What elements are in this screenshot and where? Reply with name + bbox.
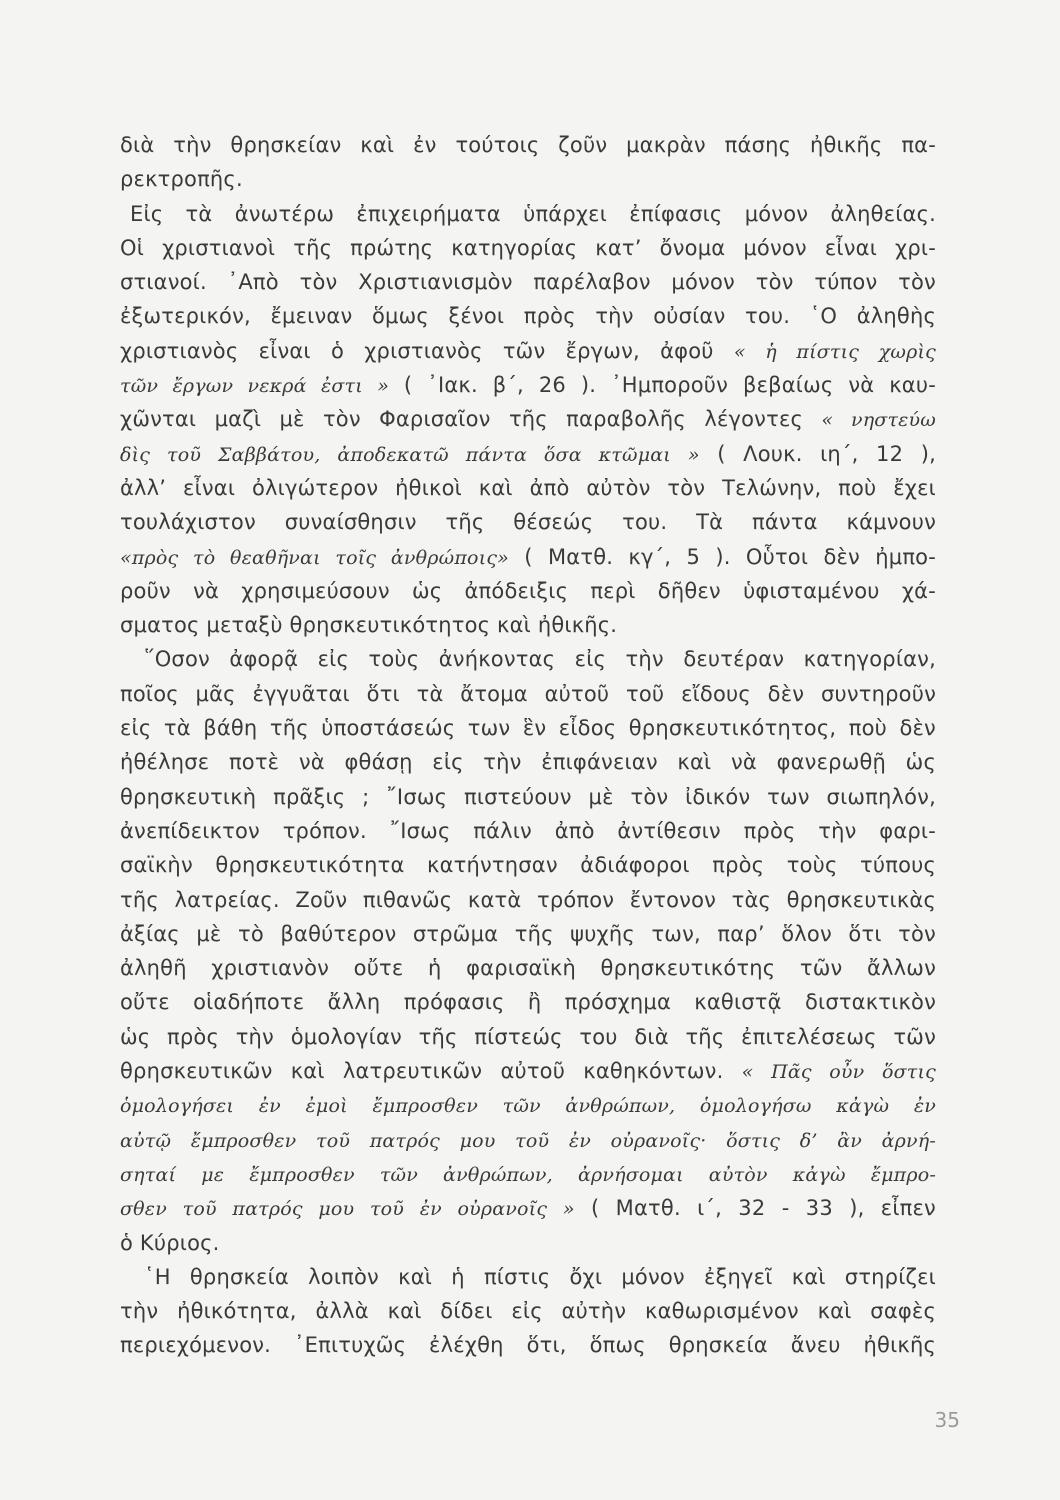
- text-line: [120, 1020, 936, 1054]
- text-line: [120, 197, 936, 231]
- text-line: [120, 848, 936, 882]
- text-segment: θρησκευτικὴ πρᾶξις ; ῎Ισως πιστεύουν μὲ τὸν ἰδικόν των σιωπηλόν,: [120, 784, 936, 809]
- text-line: [120, 814, 936, 848]
- text-line: [120, 471, 936, 505]
- text-segment: θρησκευτικῶν καὶ λατρευτικῶν αὐτοῦ καθηκόντων.: [120, 1059, 742, 1084]
- text-segment: ( ᾿Ιακ. β΄, 26 ). ᾿Ημποροῦν βεβαίως νὰ καυ-: [389, 373, 936, 398]
- text-line: [120, 1157, 936, 1191]
- quote-text: « Πᾶς οὖν ὅστις: [741, 1061, 936, 1084]
- quote-text: «πρὸς τὸ θεαθῆναι τοῖς ἀνθρώποις»: [120, 546, 510, 569]
- body-text: [120, 128, 936, 1363]
- text-line: [120, 951, 936, 985]
- quote-text: σθεν τοῦ πατρός μου τοῦ ἐν οὐρανοῖς »: [120, 1198, 575, 1221]
- text-segment: τῆς λατρείας. Ζοῦν πιθανῶς κατὰ τρόπον ἔντονον τὰς θρησκευτικὰς: [120, 887, 936, 912]
- text-segment: εἰς τὰ βάθη τῆς ὑποστάσεώς των ἓν εἶδος θρησκευτικότητος, ποὺ δὲν: [120, 716, 936, 741]
- text-line: [120, 1294, 936, 1328]
- text-segment: ἐξωτερικόν, ἔμειναν ὅμως ξένοι πρὸς τὴν οὐσίαν του. ῾Ο ἀληθὴς: [120, 304, 936, 329]
- text-segment: χῶνται μαζὶ μὲ τὸν Φαρισαῖον τῆς παραβολῆς λέγοντες: [120, 407, 822, 432]
- text-line: [120, 985, 936, 1019]
- quote-text: « νηστεύω: [821, 409, 936, 432]
- text-line: [120, 299, 936, 333]
- text-line: [120, 540, 936, 574]
- text-line: [120, 1226, 936, 1260]
- text-segment: ροῦν νὰ χρησιμεύσουν ὡς ἀπόδειξις περὶ δῆθεν ὑφισταμένου χά-: [120, 578, 936, 603]
- text-line: [120, 402, 936, 436]
- text-segment: ἠθέλησε ποτὲ νὰ φθάσῃ εἰς τὴν ἐπιφάνειαν καὶ νὰ φανερωθῇ ὡς: [120, 750, 936, 775]
- text-line: [120, 677, 936, 711]
- text-line: [120, 608, 936, 642]
- text-line: [120, 1191, 936, 1225]
- text-segment: ( Λουκ. ιη΄, 12 ),: [699, 441, 936, 466]
- text-line: [120, 1088, 936, 1122]
- text-line: [120, 437, 936, 471]
- text-segment: ἀληθῆ χριστιανὸν οὔτε ἡ φαρισαϊκὴ θρησκευτικότης τῶν ἄλλων: [120, 956, 936, 981]
- text-line: [120, 1328, 936, 1362]
- text-segment: σαϊκὴν θρησκευτικότητα κατήντησαν ἀδιάφοροι πρὸς τοὺς τύπους: [120, 853, 936, 878]
- text-segment: ὁ Κύριος.: [120, 1230, 220, 1255]
- text-line: [120, 231, 936, 265]
- text-segment: ( Ματθ. ι΄, 32 - 33 ), εἶπεν: [574, 1196, 936, 1221]
- text-line: [120, 883, 936, 917]
- text-line: [120, 574, 936, 608]
- text-segment: Εἰς τὰ ἀνωτέρω ἐπιχειρήματα ὑπάρχει ἐπίφασις μόνον ἀληθείας.: [130, 201, 936, 226]
- text-segment: διὰ τὴν θρησκείαν καὶ ἐν τούτοις ζοῦν μακρὰν πάσης ἠθικῆς πα-: [120, 133, 936, 157]
- text-segment: ἀλλ’ εἶναι ὀλιγώτερον ἠθικοὶ καὶ ἀπὸ αὐτὸν τὸν Τελώνην, ποὺ ἔχει: [120, 475, 936, 500]
- text-segment: στιανοί. ᾿Απὸ τὸν Χριστιανισμὸν παρέλαβον μόνον τὸν τύπον τὸν: [120, 270, 936, 295]
- text-line: [120, 162, 936, 196]
- text-segment: ἀξίας μὲ τὸ βαθύτερον στρῶμα τῆς ψυχῆς των, παρ’ ὅλον ὅτι τὸν: [120, 921, 936, 946]
- quote-text: « ἡ πίστις χωρὶς: [733, 340, 936, 363]
- text-line: [120, 642, 936, 676]
- text-segment: οὔτε οἱαδήποτε ἄλλη πρόφασις ἢ πρόσχημα καθιστᾷ διστακτικὸν: [120, 990, 936, 1015]
- quote-text: αὐτῷ ἔμπροσθεν τοῦ πατρός μου τοῦ ἐν οὐρανοῖς· ὅστις δ’ ἂν ἀρνή-: [120, 1129, 936, 1152]
- text-line: [120, 334, 936, 368]
- text-line: [120, 1054, 936, 1088]
- quote-text: ὁμολογήσει ἐν ἐμοὶ ἔμπροσθεν τῶν ἀνθρώπων, ὁμολογήσω κἀγὼ ἐν: [120, 1095, 936, 1118]
- text-segment: περιεχόμενον. ᾿Επιτυχῶς ἐλέχθη ὅτι, ὅπως θρησκεία ἄνευ ἠθικῆς: [120, 1333, 936, 1358]
- text-line: [120, 711, 936, 745]
- text-line: [120, 1260, 936, 1294]
- text-segment: ( Ματθ. κγ΄, 5 ). Οὗτοι δὲν ἠμπο-: [509, 544, 936, 569]
- text-line: [120, 1123, 936, 1157]
- text-segment: ὡς πρὸς τὴν ὁμολογίαν τῆς πίστεώς του διὰ τῆς ἐπιτελέσεως τῶν: [120, 1024, 936, 1049]
- quote-text: τῶν ἔργων νεκρά ἐστι »: [120, 375, 390, 398]
- text-segment: ποῖος μᾶς ἐγγυᾶται ὅτι τὰ ἄτομα αὐτοῦ τοῦ εἴδους δὲν συντηροῦν: [120, 681, 936, 706]
- text-line: [120, 128, 936, 162]
- quote-text: δὶς τοῦ Σαββάτου, ἀποδεκατῶ πάντα ὅσα κτῶμαι »: [120, 443, 700, 466]
- quote-text: σηταί με ἔμπροσθεν τῶν ἀνθρώπων, ἀρνήσομαι αὐτὸν κἀγὼ ἔμπρο-: [120, 1163, 936, 1186]
- page-number: 35: [934, 1408, 960, 1432]
- text-segment: ῾Η θρησκεία λοιπὸν καὶ ἡ πίστις ὄχι μόνον ἐξηγεῖ καὶ στηρίζει: [144, 1264, 936, 1289]
- text-line: [120, 368, 936, 402]
- text-segment: ἀνεπίδεικτον τρόπον. ῎Ισως πάλιν ἀπὸ ἀντίθεσιν πρὸς τὴν φαρι-: [120, 818, 936, 843]
- text-line: [120, 780, 936, 814]
- text-line: [120, 745, 936, 779]
- text-line: [120, 265, 936, 299]
- text-segment: ῞Οσον ἀφορᾷ εἰς τοὺς ἀνήκοντας εἰς τὴν δευτέραν κατηγορίαν,: [144, 647, 936, 672]
- text-segment: χριστιανὸς εἶναι ὁ χριστιανὸς τῶν ἔργων, ἀφοῦ: [120, 338, 734, 363]
- text-segment: τὴν ἠθικότητα, ἀλλὰ καὶ δίδει εἰς αὐτὴν καθωρισμένον καὶ σαφὲς: [120, 1299, 936, 1324]
- text-segment: Οἱ χριστιανοὶ τῆς πρώτης κατηγορίας κατ’ ὄνομα μόνον εἶναι χρι-: [120, 235, 936, 260]
- text-segment: ρεκτροπῆς.: [120, 167, 243, 192]
- text-line: [120, 505, 936, 539]
- text-segment: σματος μεταξὺ θρησκευτικότητος καὶ ἠθικῆς.: [120, 613, 618, 638]
- text-segment: τουλάχιστον συναίσθησιν τῆς θέσεώς του. Τὰ πάντα κάμνουν: [120, 510, 936, 535]
- text-line: [120, 917, 936, 951]
